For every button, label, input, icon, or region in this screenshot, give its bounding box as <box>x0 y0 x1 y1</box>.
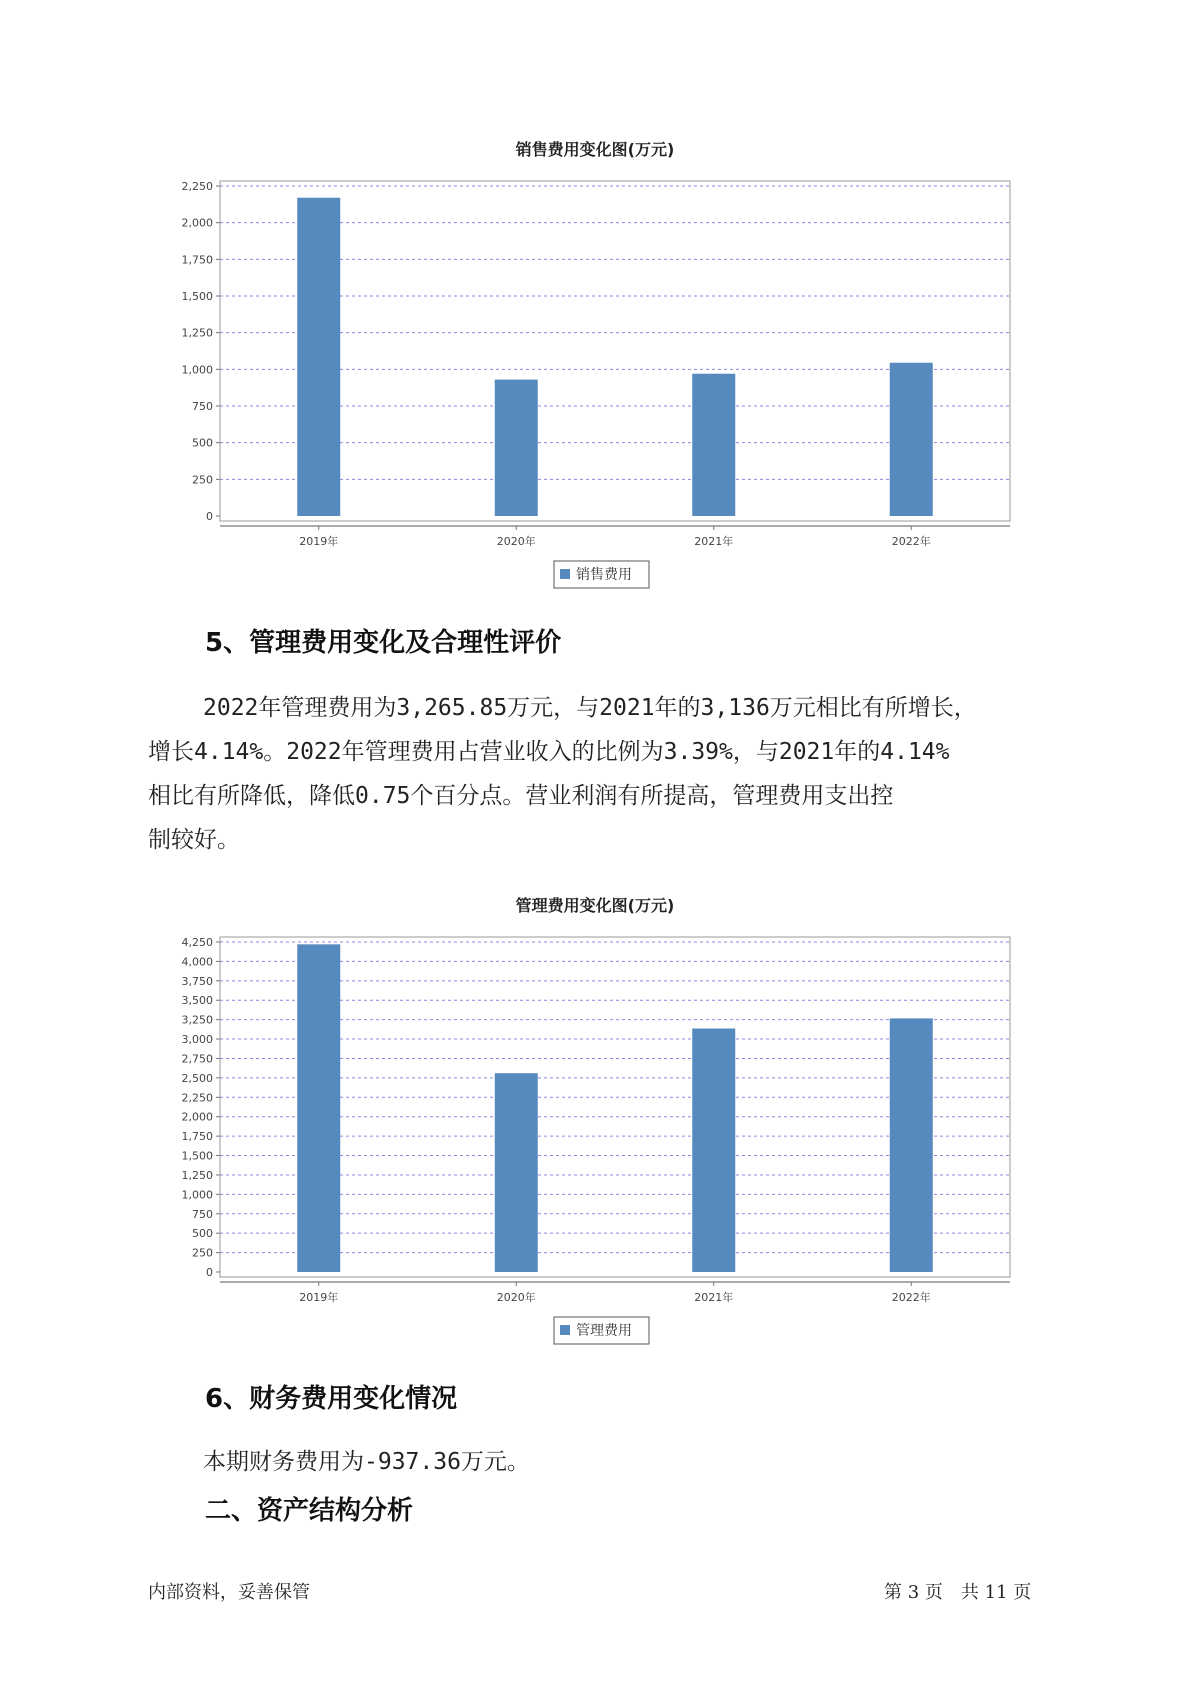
section-5-line-4: 制较好。 <box>148 827 240 853</box>
legend-label: 销售费用 <box>576 567 632 583</box>
x-tick-label: 2019年 <box>299 1291 339 1304</box>
section-6-text: 本期财务费用为-937.36万元。 <box>203 1449 530 1475</box>
y-tick-label: 1,250 <box>181 1168 213 1182</box>
section-two-heading: 二、资产结构分析 <box>205 1496 414 1526</box>
y-tick-label: 750 <box>192 1207 213 1221</box>
y-tick-label: 1,000 <box>181 363 213 377</box>
y-tick-label: 4,000 <box>181 955 213 969</box>
y-tick-label: 2,750 <box>181 1052 213 1066</box>
x-tick-label: 2021年 <box>694 1291 734 1304</box>
bar <box>692 374 735 516</box>
y-tick-label: 500 <box>192 436 213 450</box>
sales-expense-chart <box>0 130 1191 600</box>
x-tick-label: 2022年 <box>891 1291 931 1304</box>
y-tick-label: 750 <box>192 400 213 413</box>
chart-legend <box>554 561 649 588</box>
page-mid: 页 共 <box>924 1582 979 1603</box>
section-6-heading: 6、财务费用变化情况 <box>205 1384 458 1414</box>
chart-legend <box>554 1317 649 1344</box>
bar <box>495 380 538 516</box>
y-tick-label: 4,250 <box>181 936 213 949</box>
page-current: 3 <box>907 1582 920 1603</box>
y-tick-label: 1,750 <box>181 253 213 267</box>
y-tick-label: 1,750 <box>181 1130 213 1144</box>
section-5-heading: 5、管理费用变化及合理性评价 <box>205 628 562 658</box>
section-5-line-3: 相比有所降低，降低0.75个百分点。营业利润有所提高，管理费用支出控 <box>148 783 894 809</box>
plot-area <box>182 936 1011 1304</box>
bar <box>297 198 340 516</box>
bar <box>297 944 340 1272</box>
page-total: 11 <box>984 1582 1008 1603</box>
y-tick-label: 1,500 <box>181 290 213 303</box>
footer-note: 内部资料，妥善保管 <box>148 1582 310 1603</box>
bar <box>890 1018 933 1272</box>
y-tick-label: 3,000 <box>181 1033 213 1047</box>
section-5-line-2: 增长4.14%。2022年管理费用占营业收入的比例为3.39%，与2021年的4.14% <box>148 739 950 765</box>
y-tick-label: 2,000 <box>181 1110 213 1124</box>
section-5-line-1: 2022年管理费用为3,265.85万元，与2021年的3,136万元相比有所增长， <box>203 695 977 721</box>
bar <box>495 1073 538 1272</box>
y-tick-label: 1,500 <box>181 1149 213 1163</box>
legend-swatch <box>560 569 570 579</box>
y-tick-label: 3,500 <box>181 994 213 1008</box>
page-suffix: 页 <box>1013 1582 1032 1603</box>
bar <box>692 1028 735 1272</box>
y-tick-label: 3,250 <box>181 1013 213 1027</box>
legend-swatch <box>560 1325 570 1335</box>
y-tick-label: 2,250 <box>181 1091 213 1105</box>
y-tick-label: 2,500 <box>181 1071 213 1085</box>
x-tick-label: 2021年 <box>694 535 734 548</box>
y-tick-label: 1,250 <box>181 326 213 340</box>
admin-expense-chart-svg <box>0 886 1191 1356</box>
x-tick-label: 2020年 <box>496 535 536 548</box>
x-tick-label: 2022年 <box>891 535 931 548</box>
y-tick-label: 250 <box>192 1246 213 1260</box>
y-tick-label: 3,750 <box>181 974 213 988</box>
y-tick-label: 2,250 <box>181 180 213 193</box>
y-tick-label: 1,000 <box>181 1188 213 1202</box>
y-tick-label: 250 <box>192 473 213 487</box>
y-tick-label: 2,000 <box>181 216 213 230</box>
x-tick-label: 2019年 <box>299 535 339 548</box>
page-prefix: 第 <box>884 1582 902 1603</box>
y-tick-label: 0 <box>206 510 213 523</box>
page-indicator <box>884 1578 1031 1604</box>
x-tick-label: 2020年 <box>496 1291 536 1304</box>
legend-label: 管理费用 <box>576 1323 632 1339</box>
sales-expense-chart-svg <box>0 130 1191 600</box>
plot-area <box>182 180 1011 548</box>
y-tick-label: 500 <box>192 1227 213 1241</box>
chart-title: 管理费用变化图(万元) <box>515 896 675 915</box>
admin-expense-chart <box>0 886 1191 1356</box>
y-tick-label: 0 <box>206 1266 213 1279</box>
chart-title: 销售费用变化图(万元) <box>515 140 675 159</box>
bar <box>890 363 933 516</box>
